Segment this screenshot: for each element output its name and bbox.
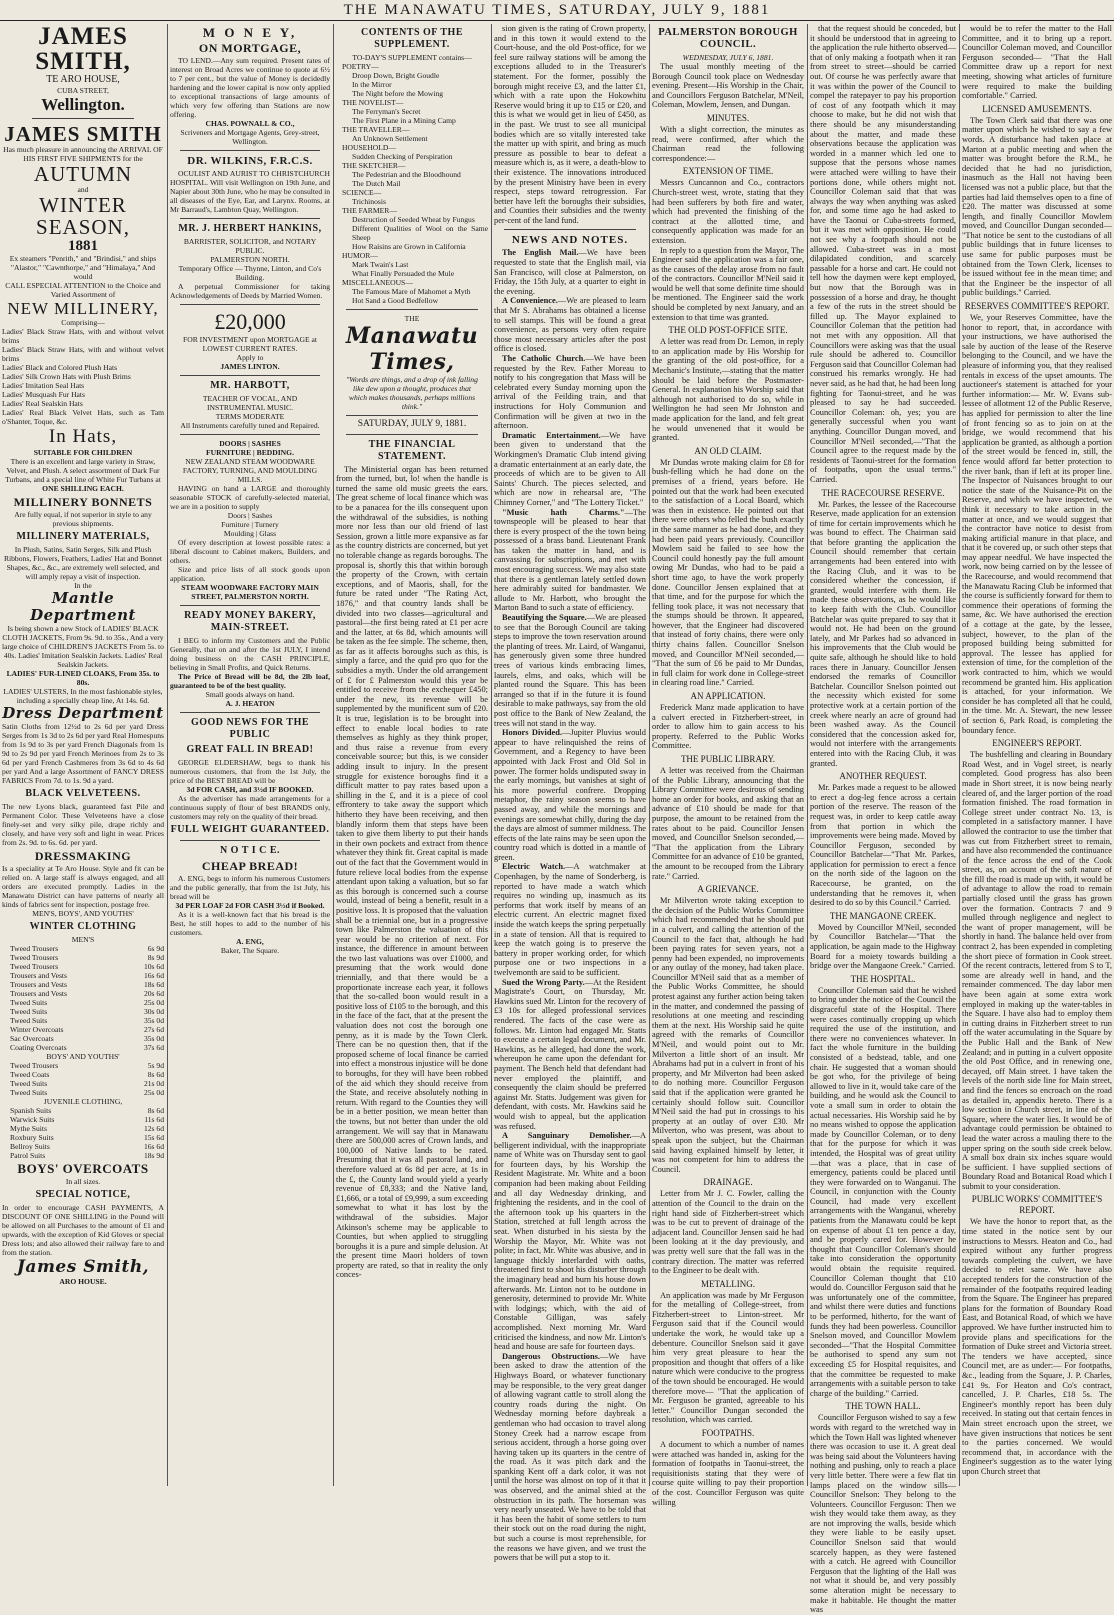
teacher-text: TEACHER OF VOCAL, AND — [202, 394, 298, 403]
subheading: FOOTPATHS. — [701, 1428, 755, 1438]
harbott-heading: MR. HARBOTT, — [210, 380, 290, 391]
column-5-council — [652, 24, 804, 1507]
paragraph: Frederick Manz made application to have a culvert erected in Fitzherbert-street, in order to allow him to gain access to his property. Referred to the Public Works Committee. — [652, 703, 804, 751]
materials-text: In Plush, Satins, Satin Serges, Silk and Plush Ribbons, Flowers, Feathers, Ladies' Hat and Bonnet Shapes, &c., &c., are extremely well selected, and will amply repay a visit of inspection. — [3, 545, 163, 581]
linton-name: JAMES LINTON. — [220, 362, 280, 371]
list-item: An Unknown Settlement — [352, 134, 428, 143]
column-rule — [491, 24, 492, 1486]
advertiser-name-repeat: JAMES SMITH — [4, 122, 162, 146]
list-item: Ladies' Imitation Seal Hats — [2, 381, 85, 390]
price-row: Sac Overcoats 35s 0d — [10, 1034, 164, 1043]
wilkins-text: OCULIST AND AURIST TO CHRISTCHURCH HOSPITAL. Will visit Wellington on 19th June, and Napier about 30th June, who he may be consulted in all diseases of the Eye, Ear, and Larynx. Rooms, at Mr Barraud's, Lambton Quay, Wellington. — [170, 169, 330, 214]
list-item: HOUSEHOLD— — [342, 143, 396, 152]
paragraph: We have the honor to report that, as the time stated in the notice sent by our instructions to Messrs. Heaton and Co., had expired without any further progress towards completing the culvert, we have decided to relet same. We have also accepted tenders for the construction of the remainder of the footpaths required leading from the Square. The Engineer has prepared plans for the formation of Boundary Road East, and Botanical Road, of which we have approved. We have further instructed him to provide plans and specifications for the formation of Duke street and Victoria street. The tenders we have accepted, since Council met, are as under:— For footpaths, &c., leading from the Square, J. P. Charles, £41 9s. For Heaton and Co's contract, cancelled, J. P. Charles, £18 5s. The Engineer's monthly report has been duly received. In stating out that certain fences in Main street encroach upon the street, we have given instructions that notices be sent to the parties concerned. We would recommend that, in accordance with the Engineer's suggestion as to the water lying upon Church street that — [962, 1217, 1112, 1476]
having-text: HAVING on hand a LARGE and thoroughly seasonable STOCK of carefully-selected material, we are in a position to supply — [170, 484, 330, 511]
supplement-intro: TO-DAY'S SUPPLEMENT contains— — [352, 53, 472, 62]
list-item: Ladies' Musquash Fur Hats — [2, 390, 85, 399]
terms-text: TERMS MODERATE — [215, 412, 285, 421]
divider — [346, 415, 478, 416]
contents-list — [336, 62, 488, 305]
news-item: Dramatic Entertainment.—We have been given to understand that the Workingmen's Dramatic Club intend giving a dramatic entertainment at an early date, the proceeds of which are to be given to All Saints' Church. The pieces selected, and which are now in rehearsal are, "The Chimney Corner," and "The Lottery Ticket." — [494, 430, 646, 507]
list-item: Hot Sand a Good Bedfellow — [352, 296, 439, 305]
list-item: In the Mirror — [352, 80, 392, 89]
price-row: Winter Overcoats 27s 6d — [10, 1025, 164, 1034]
paragraph: A document to which a number of names were attached was handed in, asking for the formation of footpaths in Taonui-street, the requisitionists stating that they were of course quite willing to pay their proportion of the cost. Councillor Ferguson was quite willing — [652, 1440, 804, 1507]
heaton-signature: A. J. HEATON — [225, 699, 275, 708]
year-text: 1881 — [68, 238, 98, 254]
paragraph: The Town Clerk said that there was one matter upon which he wished to say a few words. A disturbance had taken place at Marton at a public meeting and when the matter was brought before the R.M., he decided that he had no jurisdiction, inasmuch as the Hall not having been licensed was not a public place, but that the parties had laid themselves open to a fine of £20. The matter was discussed at some length, and finally Councillor Mowlem moved, and Councillor Dungan seconded— "That notice be sent to the custodians of all public buildings that in future licenses to use same for public purposes must be obtained from the Town Clerk, licenses to be issued without fee in the mean time; and that the Engineer be the inspector of all public buildings." Carried. — [962, 115, 1112, 298]
bread-price-text: The Price of Bread will be 8d, the 2lb loaf, guaranteed to be of the best quality. — [170, 672, 330, 690]
column-3-editorial — [336, 24, 488, 1486]
paragraph: that the request should be conceded, but it should be understood that in agreeing to the application the rule hitherto observed—that of only making a footpath when it ran from street to street—should be carried out. Of course he was perfectly aware that it was within the power of the Council to compel the ratepayer to pay his proportion of cost of any footpath which it may choose to make, but he did not wish that there should be any misunderstanding about the matter, and made these observations because the application was worded in a manner which led one to suppose that the persons whose names were attached were willing to have their portions done, while others might not. Councillor Coleman said that that was always the way when anything was asked for, and some time ago he had asked to have the Taonui or Cuba-streets formed, but it was met with opposition. He could not see why a footpath should not be allowed. Cuba-street was in a most dilapidated condition, and scarcely passable for a horse and cart. He could not tell how the daymen were kept employed, but now that the Borough was in possession of a horse and dray, he thought a few of the ruts in the street should be filled up. The Mayor explained to Councillor Coleman that the petition had not met with any opposition. All that Councillors were asking was that the usual rule should be adhered to. Councillor Ferguson said that Councillor Coleman had construed his remarks wrongly. He had never said, as he had that, he had been long fighting for Taonui-street, and he was pleased to say he had succeeded. Councillor Coleman: oh, yes; you are generally successful when you want anything. Councillor Dungan moved, and Councillor M'Neil seconded,—"That the Council agree to the request made by the residents of Taonui-street for the formation of footpaths, upon the usual terms." Carried. — [810, 24, 956, 484]
amount-heading: £20,000 — [214, 309, 286, 334]
advertiser-name: JAMES SMITH, — [35, 23, 131, 75]
commissioner-text: A perpetual Commissioner for taking Acknowledgements of Deeds by Married Women. — [170, 282, 330, 300]
intro-text: Has much pleasure in announcing the ARRIVAL OF HIS FIRST FIVE SHIPMENTS for the — [3, 145, 163, 163]
price-row: Trousers and Vests 20s 6d — [10, 989, 164, 998]
nameplate-title: Manawatu Times, — [345, 323, 479, 375]
advertiser-text: As the advertiser has made arrangements for a continuous supply of flour of best BRANDS only, customers may rely on the quality of their bread. — [170, 794, 330, 821]
ulsters-text: LADIES' ULSTERS, In the most fashionable styles, including a specially cheap line, At 14s. 6d. — [3, 687, 163, 705]
list-item: Sudden Checking of Perspiration — [352, 152, 453, 161]
eng-signature: A. ENG, — [236, 937, 264, 946]
apply-text: Apply to — [236, 353, 264, 362]
overcoats-sub: In all sizes. — [65, 1177, 101, 1186]
column-rule — [959, 24, 960, 1486]
steamers-text: Ex steamers "Penrith," and "Brindisi," and ships "Alastor," "Cawnthorpe," and "Himalaya," And would — [9, 254, 157, 281]
dressmaking-heading: DRESSMAKING — [34, 849, 132, 863]
masthead: THE MANAWATU TIMES, SATURDAY, JULY 9, 1881 — [0, 0, 1114, 21]
column-7-council — [962, 24, 1112, 1486]
paragraph: A letter was read from Dr. Lemon, in reply to an application made by His Worship for the granting of the old post-office, for a Mechanic's Institute,—stating that the matter should be laid before the Postmaster-General. In explanation his Worship said that although not authorised to do so, while in Wellington he had seen Mr Johnston and made application for the land, and felt great he would unvenened that it would be granted. — [652, 337, 804, 443]
hats-heading: In Hats, — [48, 426, 118, 447]
boys-youths-label: BOYS' AND YOUTHS' — [46, 1052, 120, 1061]
price-row: Tweed Trousers 5s 9d — [10, 1061, 164, 1070]
lend-text: TO LEND.—Any sum required. Present rates of interest on Broad Acres we continue to quote at 6½ to 7 per cent., but the value of Money is decidedly hardening and the lower capital is now only applied to exceptional transactions of large amounts of which very few offering than Stations are now offering. — [170, 56, 330, 119]
bakery-text: I BEG to inform my Customers and the Public Generally, that on and after the 1st JULY, I intend doing business on the CASH PRINCIPLE, believing in Small Profits, and Quick Returns. — [170, 636, 330, 672]
price-row: Mythe Suits 12s 6d — [10, 1124, 164, 1133]
weight-heading: FULL WEIGHT GUARANTEED. — [170, 824, 330, 835]
paragraph: We, your Reserves Committee, have the honor to report, that, in accordance with your instructions, we have authorised the sale by auction of the lease of the Reserve belonging to the Council, and we have the pleasure of informing you, that they realised rentals in excess of the upset amounts. The auctioneer's statement is attached for your further information:— Mr. W. Evans sub-lessee of allotment 12 of the Public Reserve, has applied for permission to alter the line of front fencing so as to join on at the bridge, we would recommend that his application be granted, as although a portion of the street would be fenced in, still, the fence would afford far better protection to the river bank, than if left at its proper line. The Inspector of Nuisances brought to our notice the state of the Nuisance-Pit on the Reserve, and which we have inspected, we think it necessary to take action in the matter at once, and we would suggest that the contractor have notice to desist from making artificial manure in that place, and that it be covered up, or such other steps that may appear needful. We have inspected the work, now being carried on by the lessee of the Racecourse, and would recommend that the Manawatu Racing Club be informed that the course is sufficiently forward for them to commence their operations of forming the same, &c. We have authorised the erection of a cottage at the gate, by the lessee, subject, however, to the plan of the proposed building being submitted for approval. The lessee has applied for extension of time, for the completion of the work contracted to him, which we would recommend be granted him. His application is attached, for your information. We consider he has completed all that he could, in the time. Mr. A. Stewart, the new lessee of section 6, Park Road, is completing the boundary fence. — [962, 313, 1112, 735]
dress-heading: Dress Department — [2, 704, 164, 722]
price-row: Tweed Trousers 10s 6d — [10, 962, 164, 971]
column-rule — [649, 24, 650, 1486]
bread-cash-price: 3d FOR CASH, and 3½d IF BOOKED. — [186, 785, 314, 794]
paragraph: Mr Dundas wrote making claim for £8 for bush-felling which he had done on the premises of a friend, years before. He pointed out that the work had been executed to the satisfaction of a Local Board, which was then in existence. He pointed out that there were others who felled the bush exactly in the same manner as he had done, and they had been paid years previously. Councillor Mowlem said he failed to see how the Council could honestly pay the full amount owing Mr Dundas, who had to be paid a short time ago, to have the work properly done. Councillor Jensen explained that at that time, and for the purpose for which the felling took place, it was not necessary that the stumps should be thrown. It appeared, however, that the Engineer had discovered that instead of forty chains, there were only thirty chains fallen. Councillor Snelson moved, and Councillor M'Neil seconded,— "That the sum of £6 be paid to Mr Dundas, in full claim for work done in College-street in clearing road line." Carried. — [652, 457, 804, 688]
price-row: Tweed Suits 25s 0d — [10, 998, 164, 1007]
divider — [180, 150, 320, 151]
good-news-heading: GOOD NEWS FOR THE PUBLIC — [190, 717, 310, 740]
goods-row: Doors | Sashes — [227, 511, 273, 520]
barrister-text: BARRISTER, SOLICITOR, and NOTARY PUBLIC. — [183, 237, 317, 255]
council-heading: PALMERSTON BOROUGH COUNCIL. — [658, 27, 798, 50]
council-intro: The usual monthly meeting of the Borough Council took place on Wednesday evening. Present—His Worship in the Chair, and Councillors Ferguson Batchelar, M'Neil, Coleman, Mowlem, Jensen, and Dungan. — [652, 62, 804, 110]
column-rule — [167, 24, 168, 1486]
divider — [180, 712, 320, 713]
list-item: HUMOR— — [342, 251, 378, 260]
store-name: TE ARO HOUSE, — [46, 74, 120, 85]
children-text: There is an excellent and large variety in Straw, Velvet, and Plush. A select assortment of Dark Fur Turbans, and a special line of White Fur Turbans at — [5, 457, 161, 484]
shilling-text: ONE SHILLING EACH. — [42, 484, 124, 493]
velveteens-text: The new Lyons black, guaranteed fast Pile and Permanent Color. These Velveteens have a close finely-set and very silky pile, drape richly and closely, and have very soft and light in wear. Prices from 2s. 9d. to 6s. 6d. per yard. — [2, 802, 164, 847]
list-item: THE TRAVELLER— — [342, 125, 410, 134]
goods-row: Moulding | Glass — [223, 529, 277, 538]
price-row: Tweed Suits 21s 0d — [10, 1079, 164, 1088]
list-item: Ladies' Black Straw Hats, with and without velvet brims — [2, 327, 164, 345]
paragraph: An application was made by Mr Ferguson for the metalling of College-street, from Fitzherbert-street to Linton-street. Mr Ferguson said that if the Council would undertake the work, he would take up a debenture. Councillor Snelson said it gave him very great pleasure to hear the proposition and thought that offers of a like nature which were conducive to the progress of the town should be encouraged. He would therefore move— "That the application of Mr. Ferguson be granted, agreeable to his letter." Councillor Dungan seconded the resolution, which was carried. — [652, 1290, 804, 1425]
goods-row: Furniture | Turnery — [221, 520, 279, 529]
divider — [180, 605, 320, 606]
list-item: The Famous Mare of Mahomet a Myth — [352, 287, 471, 296]
column-6-council — [810, 24, 956, 1615]
subheading: LICENSED AMUSEMENTS. — [982, 103, 1092, 114]
invest-text: FOR INVESTMENT upon MORTGAGE at LOWEST CURRENT RATES. — [183, 335, 317, 353]
divider — [180, 304, 320, 305]
eng-text: A. ENG, begs to inform his numerous Customers and the public generally, that from the 1st July, his bread will be — [170, 874, 330, 901]
velveteens-heading: BLACK VELVETEENS. — [25, 788, 141, 799]
footer-signature: James Smith, — [16, 1257, 150, 1277]
great-fall-heading: GREAT FALL IN BREAD! — [186, 744, 314, 755]
sizes-text: Size and price lists of all stock goods upon application. — [170, 565, 330, 583]
special-notice-text: In order to encourage CASH PAYMENTS, A DISCOUNT OF ONE SHILLING in the Pound will be allowed on all Purchases to the amount of £1 and upwards, with the exception of Kid Gloves or special Dress lots; and also allowed their railway fare to and from the station. — [2, 1203, 164, 1257]
news-item: Electric Watch.—A watchmaker at Copenhagen, by the name of Sonderberg, is reported to have made a watch which requires no winding up, inasmuch as its performs that work itself by means of an electric current. An electric magnet fixed inside the watch keeps the spring perpetually in a state of tension. All that is required to keep the watch going is to preserve the battery in proper working order, for which purpose one or two inspections in a twelvemonth are said to be sufficient. — [494, 862, 646, 977]
price-row: Tweed Suits 35s 0d — [10, 1016, 164, 1025]
loaf-price: 3d PER LOAF 2d FOR CASH 3½d if Booked. — [175, 901, 325, 910]
list-item: MISCELLANEOUS— — [342, 278, 413, 287]
news-item: "Music hath Charms."—The townspeople will be pleased to hear that there is every prospect of the the town being possessed of a brass band. Lieutenant Frank has taken the matter in hand, and is canvassing for subscriptions, and met with most encouraging success. We may also state that there is a gentleman lately settled down here admirably suited for bandmaster. We allude to Mr. Harbott, who brought the Marton Band to such a state of efficiency. — [494, 507, 646, 613]
divider — [180, 840, 320, 841]
list-item: The Dutch Mail — [352, 179, 401, 188]
subheading: THE OLD POST-OFFICE SITE. — [668, 325, 788, 336]
paragraph: Letter from Mr J. C. Fowler, calling the attention of the Council to the drain on the right hand side of Fitzherbert-street which was to be cut to prevent of drainage of the adjacent land. Councillor Jensen said he had been looking at it the day previously, and was pretty well sure that the fall was in the contrary direction. The matter was referred to the Engineer to be dealt with. — [652, 1189, 804, 1276]
price-row: Tweed Trousers 8s 9d — [10, 953, 164, 962]
news-item: Sued the Wrong Party.—At the Resident Magistrate's Court, on Thursday, Mr. Hawkins sued Mr. Linton for the recovery of £3 10s for alleged professional services rendered. The facts of the case were as follows. Mr. Linton had engaged Mr. Statts to execute a certain legal document, and Mr. Hawkins, as he alleged, had done the work, whereupon he came upon the defendant for payment. The Bench held that defendant had never employed the plaintiff, and consequently the claim should be preferred against Mr. Statts. Judgement was given for defendant, with costs. Mr. Hawkins said he would wish to appeal, but the application was refused. — [494, 977, 646, 1131]
column-rule — [807, 24, 808, 1486]
list-item: How Raisins are Grown in California — [352, 242, 466, 251]
divider — [504, 229, 636, 230]
paragraph: Councillor Ferguson wished to say a few words with regard to the wretched way in which the Town Hall was lighted whenever there was occasion to use it. A great deal was being said about the Volunteers having nothing and pushing, only to reach a place very little better. There were a few flat tin lamps placed on the window sills— Councillor Snelson: They belong to the Volunteers. Councillor Ferguson: Then we wish they would take them away, as they are not improving the walls, beside which they were liable to be easily upset. Councillor Snelson said that would scarcely happen, as they were fastened with a catch. He agreed with Councillor Ferguson that the lighting of the Hall was not what it should be, and very possibly some alteration might be necessary to make it habitable. He thought the matter was — [810, 1413, 956, 1615]
call-text: CALL ESPECIAL ATTENTION to the Choice and Varied Assortment of — [5, 281, 161, 299]
list-item: THE SKETCHER— — [342, 161, 406, 170]
price-row: Warwick Suits 11s 6d — [10, 1115, 164, 1124]
juvenile-label: JUVENILE CLOTHING, — [43, 1097, 123, 1106]
paragraph: Moved by Councillor M'Neil, seconded by Councillor Batchelar—"That the application, be again made to the Highway Board for a moiety towards building a bridge over the Mangaone Creek." Carried. — [810, 922, 956, 971]
place-name: Wellington. — [41, 95, 125, 114]
paragraph: The bushfelling and clearing in Boundary Road West, and in Vogel street, is nearly completed. Good progress has also been made in Short street, it is now being nearly cleared of, and the larger portion of the road formation finished. The road formation in College street under contract No. 13, is completed in a satisfactory manner. I have allowed the contractor to use the timber that was cut from Fitzherbert street to remain, and have also recommended the continuance of the fence across the end of the Cook street, as, on account of the soft nature of the fill the road is made up with, it would be of advantage to allow the road to remain partially closed until the grass has grown over the formation. Contracts 7 and 9 mulled through negligence and neglect to the want of proper management, will be shortly in hand. The balance held over from contract 2, has been expended in completing the short piece of formation in Cook street. Of the recent contracts, lettered from S to T, some are already well in hand, and the remainder commenced. The day labor men have been again at some extra work employed in making up the water-tables in the Square. I have also had to employ them in cutting drains in Fitzherbert street to run off the water accumulating in the Square by the Public Hall and the Bank of New Zealand; and in putting in a culvert opposite the old Post Office, and in renewing one, decayed, off Main street. I have taken the levels of the north side line for Main street, and find the fences so encroach on the road as detailed in, appendix hereto. There is a low section in Church street, in line of the Square, where the water lies. It would be of advantage could permission be obtained to lead the water across a mauling there to the upper spring on the south side creek below. A small box drain six inches square would be sufficient. I have supplied sections of Boundary Road and Botanical Road which I submit to your consideration. — [962, 750, 1112, 1191]
divider — [32, 118, 134, 119]
news-item: A Sanguinary Demolisher.—A belligerent individual, with the inappropriate name of White was on Thursday sent to gaol for fourteen days, by his Worship the Resident Magistrate. Mr. White and a boon companion had been making about Feilding and all day Wednesday drinking, and frightening the residents, and in the cool of the afternoon took up his quarters in the Station, stretched at full length across the seat. When disturbed in his siesta by the Worship the Mayor, Mr. White was not polite; in fact, Mr. White was abusive, and in language thickly interlarded with oaths, threatened first to shoot his disturber through the imaginary head and burn his house down afterwards. Mr. Linton not to be outdone in generosity, determined to provide Mr. White with lodgings; which, with the aid of Constable Gilligan, was safely accomplished. Next morning Mr. Ward criticised the kindness, and now Mr. Linton's head and house are safe for fourteen days. — [494, 1131, 646, 1352]
subheading: METALLING. — [700, 1278, 756, 1289]
list-item: THE FARMER— — [342, 206, 397, 215]
hankins-heading: MR. J. HERBERT HANKINS, — [178, 223, 322, 234]
divider — [180, 434, 320, 435]
price-row: Bellroy Suits 16s 6d — [10, 1142, 164, 1151]
furniture-text: FURNITURE | BEDDING. — [206, 448, 294, 457]
price-row: Tweed Suits 30s 0d — [10, 1007, 164, 1016]
council-date: WEDNESDAY, JULY 6, 1881. — [682, 53, 774, 62]
millinery-heading: NEW MILLINERY, — [7, 299, 159, 318]
mens-label: MEN'S — [71, 935, 95, 944]
price-row: Tweed Suits 25s 0d — [10, 1088, 164, 1097]
paragraph: would be to refer the matter to the Hall Committee, and it to bring up a report. Councillor Coleman moved, and Councillor Ferguson seconded— "That the Hall Committee draw up a report for next meeting, showing what articles of furniture were required to make the building comfortable." Carried. — [962, 24, 1112, 101]
list-item: Droop Down, Bright Goudle — [352, 71, 440, 80]
column-4-news — [494, 24, 646, 1563]
subheading: A GRIEVANCE. — [697, 884, 759, 895]
price-row: Trousers and Vests 18s 6d — [10, 980, 164, 989]
winter-heading: WINTER SEASON, — [36, 193, 130, 239]
nameplate-motto: "Words are things, and a drop of ink falling like dew upon a thought, produces that which makes thousands, perhaps millions think." — [346, 375, 478, 411]
price-row: Trousers and Vests 16s 6d — [10, 971, 164, 980]
paragraph: In reply to a question from the Mayor, The Engineer said the application was a fair one, as the causes of the delay arose from no fault of the contractors. Councillor M'Neil said it would be well that some definite time should be mentioned. The Engineer said the work should be completed by next January, and an extension to that time was granted. — [652, 245, 804, 322]
mortgage-heading: ON MORTGAGE, — [198, 41, 302, 55]
list-item: Mark Twain's Last — [352, 260, 409, 269]
divider — [180, 375, 320, 376]
paragraph: Mr. Parkes, the lessee of the Racecourse Reserve, made application for an extension of time for certain improvements which he was bound to effect. The Chairman said that before granting the application the Council should remember that certain arrangements had been entered into with the Racing Club, and it was to be considered whether the concession, if granted, would interfere with them. He made these observations, as he would like to keep faith with the Club. Councillor Batchelar was quite prepared to say that it would not. He had been on the ground lately, and Mr Parkes had so advanced in his improvements that the Club would be quite safe, although he should like to hold races there in January. Councillor Jensen endorsed the remarks of Councillor Batchelar. Councillor Snelson pointed out the necessity which existed for some protective work at a certain portion of the creek where nearly an acre of ground had been washed away. As the Council considered that the concession asked for, would not interfere with the arrangements entered into with the Racing Club, it was granted. — [810, 499, 956, 768]
subheading: PUBLIC WORKS' COMMITTEE'S REPORT. — [971, 1194, 1103, 1216]
list-item: THE NOVELIST— — [342, 98, 404, 107]
editorial-text: The Ministerial organ has been returned from the turned, but, lo! when the handle is turned the same old music greets the ears. The great scheme of local finance which was to be a panacea for the ills consequent upon the withdrawal of the subsidies, is nothing more nor less than our old friend of last Session, grown a little more expansive as far as the country districts are concerned, but yet no tolerable change as regards boroughs. The proposal is, shortly this that within borough the property of the Crown, with certain exceptions, and of Maoris, shall, for the future be rated under "The Rating Act, 1876," and that country lands shall be divided into two classes—agricultural and pastoral—the first being rated at £1 per acre and the latter, at 6s 8d, which amounts will be taken as the fee simple. The scheme, then, as far as it affects boroughs such as this, is simply a farce, and the quid pro quo for the subsidies a myth. Under the old arrangement of £ for £ Palmerston would this year be entitled to receive from the exchequer £450; under the new, its revenue will be supplemented by the munificent sum of £20. It is true, legislation is to be brought into effect to enable local bodies to rate themselves as highly as they think proper, and thus raise a revenue from every conceivable source; but this, is we consider adding insult to injury. In the present struggle for existence boroughs find it a difficult matter to pay rates based upon a shilling in the £, and it is a piece of cool effrontery to take away the support which hitherto they have been receiving, and then blandly inform them that steps have been taken to give them liberty to put their hands in their own pockets and extract from thence whatever they think fit. Great capital is made out of the fact that the Government would in future relieve local bodies from the expense attendant upon taking a valuation, but so far as this borough is concerned such a course would, instead of being a benefit, result in a positive loss. It is proposed that the valuation shall be a triennial one, but in a progressive town like Palmerston the valuation of this year would be no criterion of next. For instance, the difference in amount between the two last valuations was over £1000, and presuming that the work would done triennially, and that there would be a proportionate increase each year, it follows that the so-called boon would result in a positive loss of £105 to the borough, and this in the face of the fact, that at the present the valuation does not cost the borough one penny, as it is made by the Town Clerk. There can be no question then, that if the proposed scheme of local finance be carried into effect a monstrous injustice will be done to boroughs, for they will have been robbed of the aid which they should receive from the State, and receive absolutely nothing in return. With regard to the Counties they will be in a better position, we mean better than the towns, but not better than under the old arrangement. We will say that in Manawatu there are 500,000 acres of Crown lands, and 100,000 of Native lands to be rated. Presuming that it was all pastoral land, and therefore valued at 6s 8d per acre, at 1s in the £, the County land would yield a yearly revenue of £8,333; and the Native land, £1,666, or a total of £9,999, a sum exceeding somewhat to what it has lost by the withdrawal of the subsidies. Major Atkinson's scheme may be applicable to Counties, but when applied to struggling boroughs it is a pure and simple delusion. At the present time Maori holders of town property are rated, so that in reality the only conces- — [336, 464, 488, 1280]
paragraph: Mr. Parkes made a request to be allowed to erect a dog-leg fence across a certain portion of the reserve. The reason of the request was, in order to keep cattle away from that portion in which the improvements were being made. Moved by Councillor Ferguson, seconded by Councillor Batchelar—"That Mr. Parkes, application for permission to erect a fence on the north side of the lagoon on the Racecourse, be granted, on the understanding that he removes it, when desired to do so by this Council." Carried. — [810, 783, 956, 908]
street-name: CUBA STREET, — [57, 86, 109, 95]
tuned-text: All Instruments carefully tuned and Repaired. — [180, 421, 320, 430]
list-item: Ladies' Real Black Velvet Hats, such as Tam o'Shanter, Toque, &c. — [2, 408, 164, 426]
list-item: Ladies' Silk Crown Hats with Plush Brims — [2, 372, 131, 381]
list-item: POETRY— — [342, 62, 379, 71]
paragraph: Mr Milverton wrote taking exception to the decision of the Public Works Committee which had recommended that he should put in a culvert, and calling the attention of the Council to the fact that, although he had been paying rates for seven years, not a penny had been expended, no improvements or any outlay of the money, had taken place. Councillor M'Neil said that as a member of the Public Works Committee, he should protest against any further action being taken in the matter, and condemned the passing of resolutions at one meeting and rescinding them at the next. His Worship said he quite agreed with the remarks of Councillor M'Neil, and would point out to Mr. Milverton a little short of an insult. Mr Abrahams had put in a culvert in front of his property, and Mr Milverton had been asked to do nothing more. Councillor Ferguson said that if the application were granted he certainly should follow suit. Councillor M'Neil said the had put in crossings to his property at an outlay of over £30. Mr Milverton, who was present, was about to speak upon the subject, but the Chairman said having explained himself by letter, it was not competent for him to address the Council. — [652, 896, 804, 1174]
in-the-text: In the — [74, 581, 92, 590]
subheading: THE TOWN HALL. — [845, 1401, 921, 1412]
cloaks-text: LADIES' FUR-LINED CLOAKS, From 35s. to 80s. — [6, 669, 160, 687]
issue-date: SATURDAY, JULY 9, 1881. — [357, 419, 467, 429]
mantle-heading: Mantle Department — [30, 589, 136, 624]
list-item: The Pedestrian and the Bloodhound — [352, 170, 461, 179]
autumn-heading: AUTUMN — [33, 162, 133, 186]
list-item: Ladies' Black Straw Hats, with and without velvet brims — [2, 345, 164, 363]
column-rule — [333, 24, 334, 1486]
palmerston-text: PALMERSTON NORTH. — [210, 255, 290, 264]
contents-heading: CONTENTS OF THE SUPPLEMENT. — [361, 27, 463, 50]
price-row: Tweed Coats 8s 6d — [10, 1070, 164, 1079]
price-row: Roxbury Suits 15s 6d — [10, 1133, 164, 1142]
news-item: Dangerous Obstructions.—We have been asked to draw the attention of the Highways Board, or whatever functionary may be responsible, to the very great danger of allowing vagrant cattle to stroll along the country roads during the night. On Wednesday morning before daybreak a gentleman who had occasion to travel along Stoney Creek had a narrow escape from serious accident, through a horse going over having taken up its quarters in the centre of the road. As it was pitch dark and the spanking Kent off a dark color, it was not until the horse was almost on top of it that it was observed, and the animal shied at the obstruction in its path. The horseman was very nearly unseated. We have to be told that it has been the habit of some settlers to turn their stock out on the road during the night, but such a course is most reprehensible, for the reasons we have given, and we trust the powers that be will put a stop to it. — [494, 1351, 646, 1563]
millinery-list — [2, 327, 164, 426]
bakery-heading: READY MONEY BAKERY, MAIN-STREET. — [184, 610, 316, 633]
column-1-advertisement — [2, 24, 164, 1486]
firm-address: Scriveners and Mortgage Agents, Grey-street, Wellington. — [180, 128, 320, 146]
notice-heading: N O T I C E. — [219, 845, 281, 856]
paragraph: A letter was received from the Chairman of the Public Library, announcing that the Library Committee were desirous of sending home an order for books, and asking that an advance of £10 should be made for that purpose, the amount to be retained from the rates about to be paid. Councillor Jensen moved, and Councillor Snelson seconded,— "That the application from the Library Committee for an advance of £10 be granted, the amount to be recouped from the Library rate." Carried. — [652, 766, 804, 881]
bonnets-text: Are fully equal, if not superior in style to any previous shipments. — [14, 510, 152, 528]
overcoats-heading: BOYS' OVERCOATS — [17, 1161, 149, 1176]
juvenile-price-list — [2, 1106, 164, 1160]
subheading: EXTENSION OF TIME. — [682, 166, 774, 177]
children-heading: SUITABLE FOR CHILDREN — [33, 448, 133, 457]
subheading: THE PUBLIC LIBRARY. — [680, 754, 776, 764]
winter-clothing-heading: WINTER CLOTHING — [29, 921, 137, 932]
subheading: MINUTES. — [706, 112, 750, 123]
paragraph: With a slight correction, the minutes as read, were confirmed, after which the Chairman read the following correspondence:— — [652, 124, 804, 163]
list-item: The Ferryman's Secret — [352, 107, 421, 116]
price-row: Patrol Suits 18s 9d — [10, 1151, 164, 1160]
wilkins-heading: DR. WILKINS, F.R.C.S. — [187, 155, 313, 167]
subheading: RESERVES COMMITTEE'S REPORT. — [964, 301, 1110, 312]
factory-text: NEW ZEALAND STEAM WOODWARE FACTORY, TURNING, AND MOULDING MILLS. — [182, 457, 318, 484]
materials-heading: MILLINERY MATERIALS, — [16, 531, 150, 542]
and-text: and — [77, 185, 89, 194]
goods-on-hand-text: Small goods always on hand. — [205, 690, 295, 699]
divider — [346, 309, 478, 310]
list-item: Ladies' Black and Colored Plush Hats — [2, 363, 118, 372]
paragraph: Councillor Coleman said that he wished to bring under the notice of the Council the disgraceful state of the Hospital. There were cases continually cropping up which required the use of the institution, and there were no conveniences whatever. In fact the whole furniture in the building consisted of a bedstead, table, and one chair. He suggested that a woman should be got who, for the privilege of being allowed to live in it, would take care of the building, and he would ask the Council to vote a small sum in order to obtain the actual necessaries. His Worship said he by no means wished to oppose the application made by Councillor Coleman, or to deny that for the purpose for which it was intended, the Hospital was of great utility—that was a place, that in case of emergency, patients could be placed until they were forwarded on to Wanganui. The Council, in conjunction with the County Council, had made very excellent arrangements with the Wanganui, whereby patients from the Manawatu could be kept on expense of about £1 ten pence a day, and be properly cared for. However he thought that Councillor Coleman's should take into consideration the opportunity would obtain the requisite required. Councillor Coleman thought that £10 would do. Councillor Ferguson said that he was unfortunately one of the committee, and whilst there were duties and functions to be performed, hitherto, for the want of funds they had been powerless. Councillor Snelson moved, and Councillor Mowlem seconded—"That the Hospital Committee be authorised to spend any sum not exceeding £5 for Hospital requisites, and that the committee be requested to make arrangements with a suitable person to take charge of the building." Carried. — [810, 985, 956, 1398]
footer-store: ARO HOUSE. — [59, 1277, 107, 1286]
dress-text: Satin Cloths from 12½d to 2s 6d per yard Dress Serges from 1s 3d to 2s 6d per yard Real Homespuns from 1s 9d to 3s per yard French Diagonals from 1s 9d to 2s 9d per yard French Merinoes from 2s to 3s 6d per yard French Cashmeres from 3s 6d to 4s 6d per yard And a large Assortment of FANCY DRESS FABRICS From 7d. to 1s. 9d a yard. — [2, 722, 164, 785]
news-item: The English Mail.—We have been requested to state that the English mail, via San Francisco, will close at Palmerston, on Friday, the 15th July, at a quarter to eight in the evening. — [494, 248, 646, 296]
special-notice-heading: SPECIAL NOTICE, — [35, 1189, 131, 1200]
temp-office-text: Temporary Office — Thynne, Linton, and Co's Building. — [178, 264, 322, 282]
subheading: ANOTHER REQUEST. — [839, 771, 927, 782]
paragraph: Messrs Cuncannon and Co., contractors Church-street west, wrote, stating that they had been sufferers by both fire and water, which had prevented the finishing of the contract at the allotted time, and consequently application was made for an extension. — [652, 178, 804, 245]
dressmaking-text: Is a speciality at Te Aro House. Style and fit can be relied on. A large staff is always engaged, and all orders are executed promptly. Ladies in the Manawatu District can have patterns of nearly all kinds of fabrics sent for inspection, postage free. — [2, 864, 164, 909]
list-item: SCIENCE— — [342, 188, 382, 197]
subheading: AN APPLICATION. — [690, 691, 766, 702]
price-row: Spanish Suits 8s 6d — [10, 1106, 164, 1115]
column-2-advertisements — [170, 24, 330, 1486]
bonnets-heading: MILLINERY BONNETS — [13, 495, 153, 509]
nameplate-the: THE — [404, 314, 420, 323]
comprising-text: Comprising— — [61, 318, 105, 327]
list-item: What Finally Persuaded the Mule — [352, 269, 455, 278]
news-item: Beautifying the Square.—We are pleased to see that the Borough Council are taking steps to improve the town reservation around the planting of trees. Mr. Laird, of Wanganui, has generously given some three hundred trees of various kinds embracing limes, laurels, elms, and oaks, which will be planted round the Square. This has been arranged so that if in the future it is found desirable to make pathways, say from the old post office to the Bank of New Zealand, the trees will not stand in the way. — [494, 613, 646, 728]
list-item: Trichinosis — [352, 197, 386, 206]
subheading: AN OLD CLAIM. — [694, 445, 762, 456]
subheading: THE HOSPITAL. — [850, 973, 916, 984]
list-item: Different Qualities of Wool on the Same Sheep — [352, 224, 488, 242]
price-row: Coating Overcoats 37s 6d — [10, 1043, 164, 1052]
list-item: The Night before the Mowing — [352, 89, 444, 98]
divider — [180, 218, 320, 219]
editorial-heading: THE FINANCIAL STATEMENT. — [368, 438, 456, 462]
news-item: Honors Divided.—Jupiter Pluvius would appear to have relinquished the reins of Government, and a Regency to have been appointed with Jack Frost and Old Sol in power. The former holds undisputed sway in the early mornings, but vanishes at sight of his more powerful confrere. Dropping metaphor, the rainy season seems to have passed away, and while the mornings and evenings are somewhat chilly, during the day the days are almost of summer mildness. The effects of the late rains may be seen upon the country road which is dotted in a mantle of green. — [494, 728, 646, 862]
list-item: The First Plane in a Mining Camp — [352, 116, 456, 125]
editorial-continued: sion given is the rating of Crown property, and in this town it would extend to the Court-house, and the old Post-office, for we feel sure railway stations will be among the exceptions alluded to in the Treasurer's statement. For the former, possibly the borough might receive £3, and the latter £1, which with a rate upon the Hokowhitu Reserve would bring it up to £15 or £20, and this is what we would get in lieu of £450, as in the past. We trust to see all municipal bodies which are so vitally interested take the matter up with spirit, and bring as much pressure as possible to bear to defeat a measure which is, as it were, a death-blow to their existence. The innovations introduced by the present Ministry have been in every respect, steps toward retrogression. Far better have left the boroughs their subsidies, and Counties their subsidies and the twenty per-cent of the land fund. — [494, 24, 646, 225]
boys-price-list — [2, 1061, 164, 1097]
subheading: DRAINAGE. — [703, 1177, 753, 1188]
subheading: THE RACECOURSE RESERVE. — [821, 487, 945, 498]
divider — [346, 434, 478, 435]
eldershaw-text: GEORGE ELDERSHAW, begs to thank his numerous customers, that from the 1st July, the price of the BEST BREAD will be — [170, 758, 330, 785]
news-heading: NEWS AND NOTES. — [511, 234, 629, 247]
instrumental-text: INSTRUMENTAL MUSIC. — [206, 403, 294, 412]
subheading: THE MANGAONE CREEK. — [829, 910, 937, 921]
price-row: Tweed Trousers 6s 9d — [10, 944, 164, 953]
cheap-bread-heading: CHEAP BREAD! — [201, 859, 299, 873]
subheading: ENGINEER'S REPORT. — [992, 738, 1082, 749]
eng-address: Baker, The Square. — [220, 946, 280, 955]
money-heading: M O N E Y, — [202, 25, 298, 40]
news-item: A Convenience.—We are pleased to learn that Mr S. Abrahams has obtained a license to sell stamps. This will be found a great convenience, as persons very often require those most necessary articles after the post office is closed. — [494, 296, 646, 354]
mantle-text: Is being shown a new Stock of LADIES' BLACK CLOTH JACKETS, From 9s. 9d. to 35s., And a very large choice of CHILDREN'S JACKETS From 5s. to 40s. Ladies' Imitation Sealskin Jackets. Ladies' Real Sealskin Jackets. — [2, 624, 164, 669]
list-item: Ladies' Real Sealskin Hats — [2, 399, 83, 408]
mens-price-list — [2, 944, 164, 1052]
doors-text: DOORS | SASHES — [219, 439, 281, 448]
firm-name: CHAS. POWNALL & CO., — [205, 119, 295, 128]
steam-factory-text: STEAM WOODWARE FACTORY MAIN STREET, PALMERSTON NORTH. — [181, 583, 319, 601]
clothing-subheading: MEN'S, BOYS', AND YOUTHS' — [32, 909, 134, 918]
aswell-text: As it is a well-known fact that his bread is the Best, he still hopes to add to the number of his customers. — [170, 910, 330, 937]
list-item: Destruction of Seeded Wheat by Fungus — [352, 215, 475, 224]
news-item: The Catholic Church.—We have been requested by the Rev. Father Moreau to notify to his congregation that Mass will be celebrated every Sunday morning upon the arrival of the Feilding train, and that instructions for Holy Communion and Confirmation will be given at two in the afternoon. — [494, 354, 646, 431]
goods-text: Of every description at lowest possible rates: a liberal discount to Cabinet makers, Builders, and others. — [170, 538, 330, 565]
